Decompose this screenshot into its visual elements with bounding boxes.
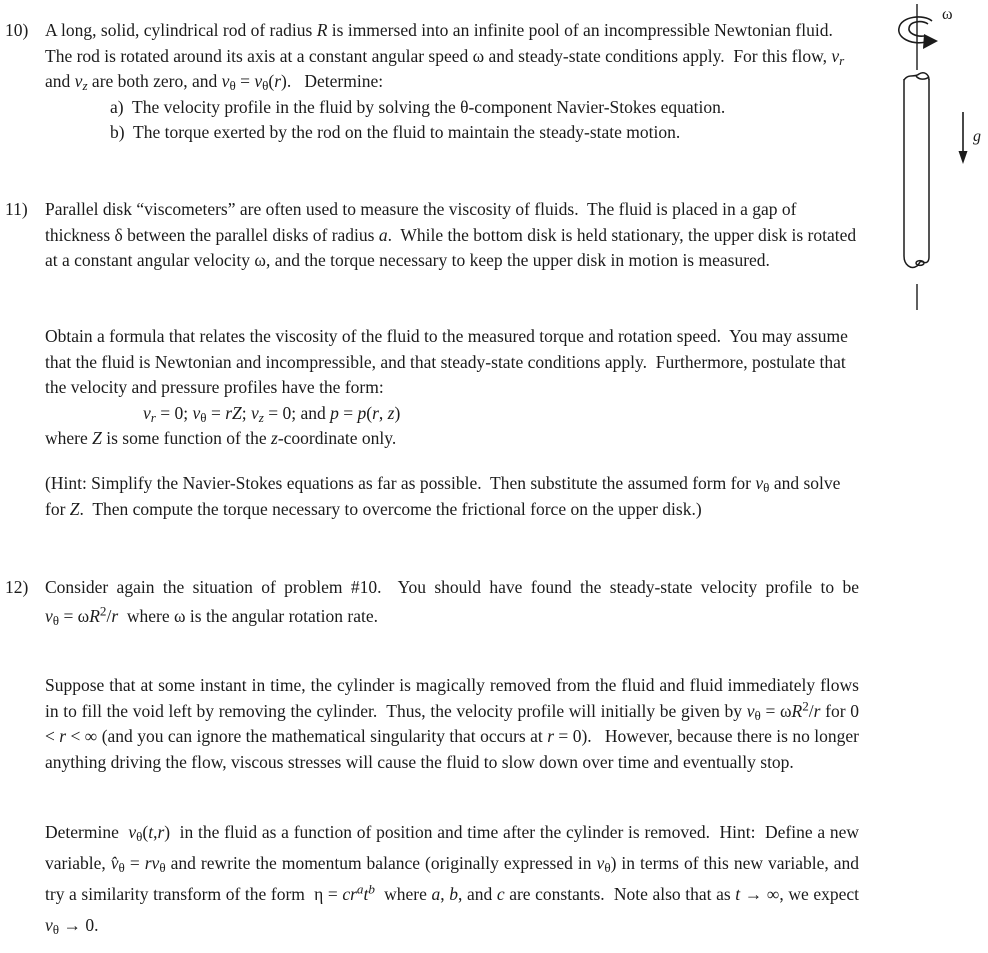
- text-block: Determine vθ(t,r) in the fluid as a function of position and time after the cylinder is removed. Hint: Define a new variable, v̂θ = rvθ and rewrite the momentum balance (originally expressed in vθ) in terms of this new variable, and try a similarity transform of the form $\eta = cr^at^b$ where a, b, and c are constants. Note also that as t → ∞, we expect vθ → 0.: [45, 822, 860, 937]
- text-block: vr = 0; vθ = rZ; vz = 0; and p = p(r, z): [143, 402, 401, 425]
- problem-12-paragraph-2: [0, 673, 988, 775]
- problem-number: [0, 324, 45, 452]
- problem-12: [0, 573, 988, 631]
- text-block: a) The velocity profile in the fluid by solving the θ-component Navier-Stokes equation.: [110, 96, 726, 117]
- problem-text: [45, 817, 859, 941]
- g-label: g: [973, 128, 981, 145]
- problem-10: [0, 18, 988, 146]
- text-block: Parallel disk “viscometers” are often used to measure the viscosity of fluids. The fluid is placed in a gap of thickness δ between the parallel disks of radius a. While the bottom disk is held stationary, the upper disk is rotated at a constant angular velocity ω, and the torque necessary to keep the upper disk in motion is measured.: [45, 199, 857, 270]
- problem-11-hint: [0, 471, 988, 522]
- text-block: Suppose that at some instant in time, the cylinder is magically removed from the fluid and fluid immediately flows in to fill the void left by removing the cylinder. Thus, the velocity profile will initially be given by $v\theta = \omega R^2/r$ for 0 < r < ∞ (and you can ignore the mathematical singularity that occurs at r = 0). However, because there is no longer anything driving the flow, viscous stresses will cause the fluid to slow down over time and eventually stop.: [45, 675, 860, 772]
- problem-12-paragraph-3: [0, 817, 988, 941]
- text-block: Consider again the situation of problem #10. You should have found the steady-state velocity profile to be $v\theta = \omega R^2/r$ where ω is the angular rotation rate.: [45, 577, 859, 628]
- problem-number: [0, 817, 45, 941]
- text-block: Obtain a formula that relates the viscosity of the fluid to the measured torque and rotation speed. You may assume that the fluid is Newtonian and incompressible, and that steady-state conditions apply. Furthermore, postulate that the velocity and pressure profiles have the form:: [45, 326, 848, 397]
- text-block: b) The torque exerted by the rod on the fluid to maintain the steady-state motion.: [110, 122, 681, 142]
- problem-text: [45, 197, 859, 274]
- problem-text: [45, 324, 859, 452]
- problem-number: 11): [5, 199, 28, 219]
- problem-text: [45, 673, 859, 775]
- problem-text: [45, 18, 859, 146]
- omega-label: ω: [942, 6, 953, 23]
- text-block: A long, solid, cylindrical rod of radius R is immersed into an infinite pool of an incompressible Newtonian fluid. The rod is rotated around its axis at a constant angular speed ω and steady-state conditions apply. For this flow, vr and vz are both zero, and vθ = vθ(r). Determine:: [45, 20, 845, 93]
- problem-11-paragraph-2: [0, 324, 988, 452]
- problem-text: [45, 573, 859, 631]
- problem-number: [0, 673, 45, 775]
- text-block: (Hint: Simplify the Navier-Stokes equations as far as possible. Then substitute the assumed form for vθ and solve for Z. Then compute the torque necessary to overcome the frictional force on the upper disk.): [45, 473, 841, 519]
- problem-number: 12): [5, 577, 29, 597]
- problem-number: [0, 471, 45, 522]
- problem-number: 10): [5, 20, 29, 40]
- problem-11: [0, 197, 988, 274]
- text-block: where Z is some function of the z-coordinate only.: [45, 428, 397, 448]
- problem-text: [45, 471, 859, 522]
